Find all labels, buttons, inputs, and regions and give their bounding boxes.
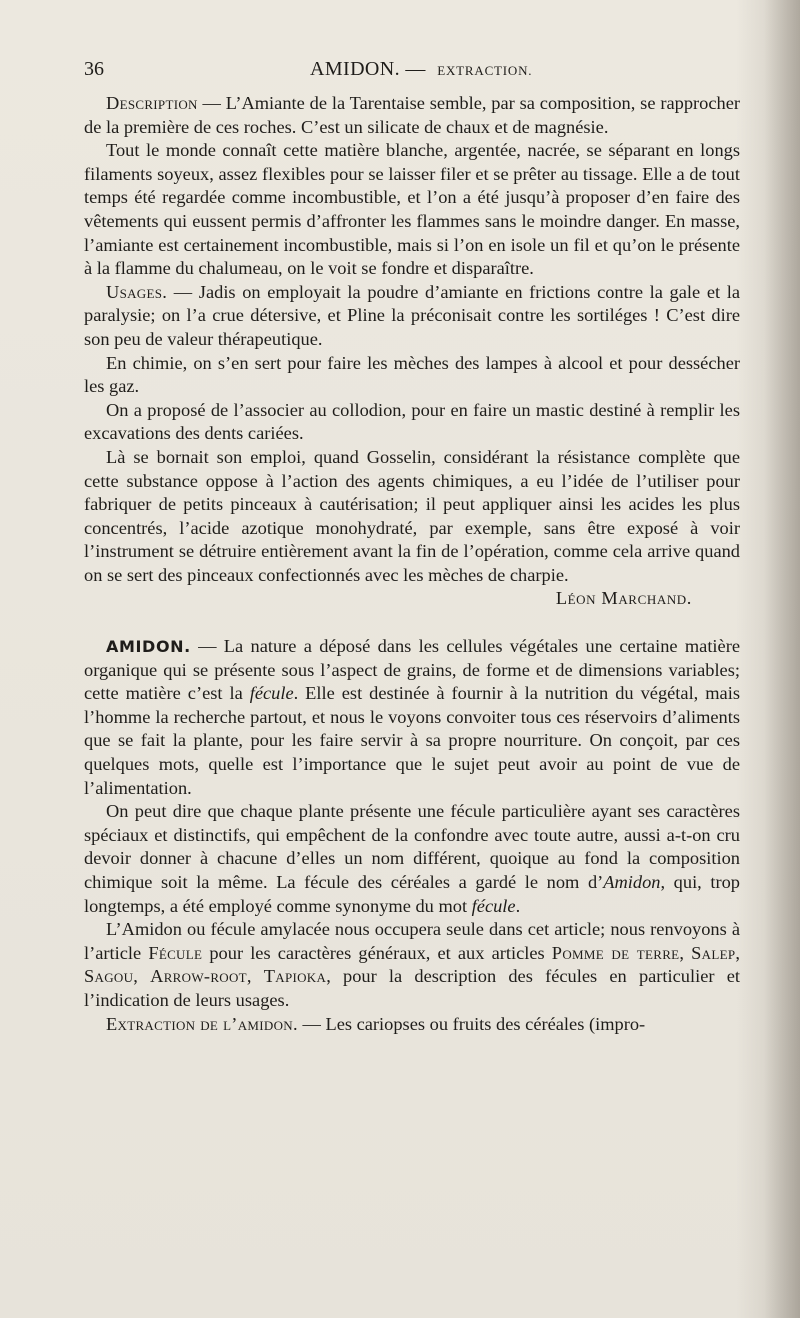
running-title-dash: — bbox=[400, 58, 432, 80]
paragraph-text: — Les cariopses ou fruits des céréales (impro- bbox=[297, 1013, 646, 1034]
paragraph-fecule-particuliere bbox=[84, 800, 740, 918]
italic-term-fecule: fécule bbox=[471, 895, 516, 916]
separator: , bbox=[133, 966, 151, 987]
cross-reference-tapioka: Tapioka bbox=[263, 966, 327, 987]
paragraph-description bbox=[84, 92, 740, 139]
italic-term-amidon: Amidon bbox=[603, 872, 661, 892]
page-number: 36 bbox=[84, 58, 104, 80]
paragraph-text: , qui, trop longtemps, a été employé comme synonyme du mot bbox=[84, 872, 740, 916]
separator: , bbox=[679, 942, 692, 963]
section-label-usages: Usages. bbox=[106, 281, 168, 302]
paragraph-extraction bbox=[84, 1013, 740, 1037]
paragraph-text: Tout le monde connaît cette matière blanche, argentée, nacrée, se séparant en longs filaments soyeux, assez flexibles pour se laisser filer et se prêter au tissage. Elle a de tout temps été regardée comme incombustible, et l’on a été jusqu’à proposer d’en faire des vêtements qui eussent permis d’affronter les flammes sans le moindre danger. En masse, l’amiante est certainement incombustible, mais si l’on en isole un fil et qu’on le présente à la flamme du chalumeau, on le voit se fondre et disparaître. bbox=[84, 140, 740, 279]
cross-reference-pomme-de-terre: Pomme de terre bbox=[551, 942, 680, 963]
cross-reference-sagou: Sagou bbox=[84, 966, 134, 987]
separator: , bbox=[246, 966, 264, 987]
paragraph-chimie bbox=[84, 352, 740, 399]
paragraph-text: En chimie, on s’en sert pour faire les mèches des lampes à alcool et pour dessécher les gaz. bbox=[84, 352, 740, 397]
cross-reference-arrow-root: Arrow-root bbox=[150, 966, 247, 987]
paragraph-text: On a proposé de l’associer au collodion, pour en faire un mastic destiné à remplir les excavations des dents cariées. bbox=[84, 399, 740, 444]
author-signature: Léon Marchand. bbox=[555, 588, 692, 609]
section-label-description: Description bbox=[106, 93, 198, 113]
paragraph-text: — L’Amiante de la Tarentaise semble, par sa composition, se rapprocher de la première de ces roches. C’est un silicate de chaux et de magnésie. bbox=[84, 93, 740, 137]
paragraph-text: pour les caractères généraux, et aux articles bbox=[202, 942, 552, 963]
paragraph-text: L’Amidon ou fécule amylacée nous occupera seule dans cet article; nous renvoyons à l’article bbox=[84, 919, 740, 963]
paragraph-text: , pour la description des fécules en particulier et l’indication de leurs usages. bbox=[84, 966, 740, 1010]
paragraph-collodion bbox=[84, 399, 740, 446]
paragraph-text: . Elle est destinée à fournir à la nutrition du végétal, mais l’homme la recherche partout, et nous le voyons convoiter tous ces réservoirs d’aliments que se fait la plante, pour les faire servir à sa propre nourriture. On conçoit, par ces quelques mots, quelle est l’importance que le sujet peut avoir au point de vue de l’alimentation. bbox=[84, 683, 740, 798]
section-label-extraction: Extraction de l’amidon. bbox=[106, 1013, 298, 1034]
paragraph-amiante-properties bbox=[84, 139, 740, 281]
running-title-main: AMIDON. bbox=[310, 58, 401, 80]
paragraph-text: On peut dire que chaque plante présente une fécule particulière ayant ses caractères spéciaux et distinctifs, qui empêchent de la confondre avec toute autre, aussi a-t-on cru devoir donner à chacune d’elles un nom différent, quoique au fond la composition chimique soit la même. La fécule des céréales a gardé le nom d’ bbox=[84, 801, 740, 892]
paragraph-text: — La nature a déposé dans les cellules végétales une certaine matière organique qui se présente sous l’aspect de grains, de forme et de dimensions variables; cette matière c’est la bbox=[84, 636, 740, 704]
paragraph-cross-references bbox=[84, 918, 740, 1012]
section-spacer bbox=[84, 611, 740, 635]
paragraph-gosselin bbox=[84, 446, 740, 588]
paragraph-text: . bbox=[515, 895, 521, 916]
body-text bbox=[84, 92, 740, 1036]
cross-reference-fecule: Fécule bbox=[148, 942, 203, 963]
paragraph-text: — Jadis on employait la poudre d’amiante en frictions contre la gale et la paralysie; on l’a crue détersive, et Pline la préconisait contre les sortiléges ! C’est dire son peu de valeur thérapeutique. bbox=[84, 281, 740, 349]
running-title-sub: EXTRACTION. bbox=[437, 63, 533, 78]
cross-reference-salep: Salep bbox=[691, 942, 736, 963]
running-header bbox=[84, 58, 724, 84]
paragraph-amidon-intro bbox=[84, 635, 740, 800]
italic-term-fecule: fécule bbox=[249, 683, 294, 704]
paragraph-text: Là se bornait son emploi, quand Gosselin, considérant la résistance complète que cette substance oppose à l’action des agents chimiques, a eu l’idée de l’utiliser pour fabriquer de petits pinceaux à cautérisation; il peut appliquer ainsi les acides les plus concentrés, l’acide azotique monohydraté, par exemple, sans être exposé à voir l’instrument se détruire entièrement avant la fin de l’opération, comme cela arrive quand on se sert des pinceaux confectionnés avec les mèches de charpie. bbox=[84, 446, 740, 585]
running-title bbox=[310, 58, 532, 81]
paragraph-usages bbox=[84, 281, 740, 352]
spine-shadow bbox=[764, 0, 800, 1318]
entry-heading-amidon: AMIDON. bbox=[106, 637, 191, 657]
separator: , bbox=[735, 942, 740, 963]
